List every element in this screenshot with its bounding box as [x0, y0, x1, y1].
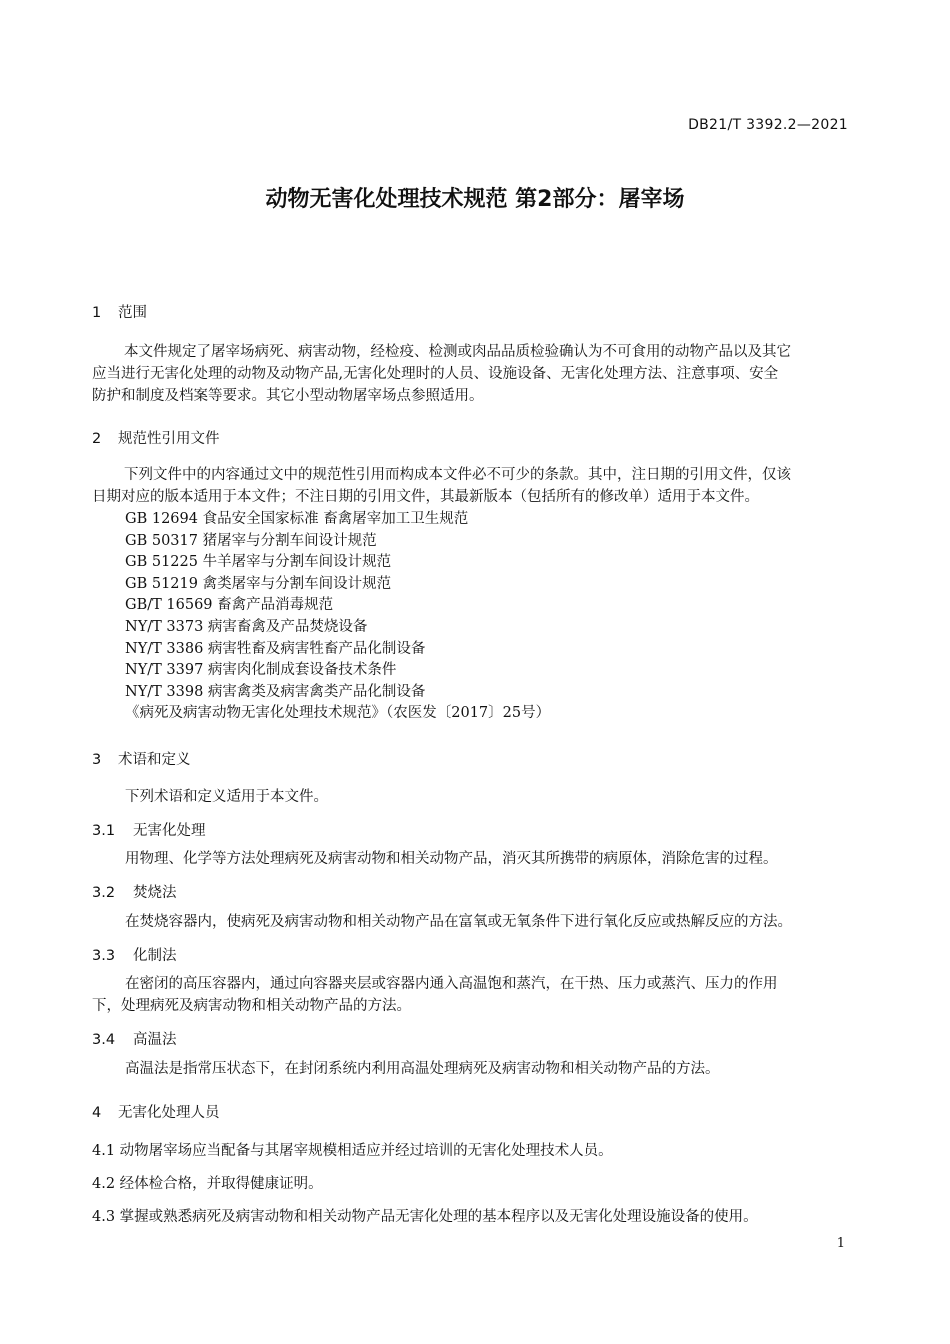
document-number: DB21/T 3392.2—2021	[688, 117, 848, 133]
section-4-item: 4.1 动物屠宰场应当配备与其屠宰规模相适应并经过培训的无害化处理技术人员。	[92, 1143, 613, 1159]
reference-item: NY/T 3373 病害畜禽及产品焚烧设备	[125, 618, 368, 635]
term-number: 3.2	[92, 885, 116, 901]
section-1-paragraph	[92, 341, 791, 407]
section-number: 3	[92, 752, 102, 768]
term-title: 化制法	[133, 948, 177, 964]
reference-item: 《病死及病害动物无害化处理技术规范》（农医发〔2017〕25号）	[125, 705, 551, 722]
term-3-1-definition	[125, 848, 778, 870]
para-line: 在焚烧容器内，使病死及病害动物和相关动物产品在富氧或无氧条件下进行氧化反应或热解反应的方法。	[125, 914, 792, 930]
term-3-3-definition	[92, 973, 778, 1017]
reference-item: GB/T 16569 畜禽产品消毒规范	[125, 597, 334, 614]
term-3-4-definition	[125, 1058, 720, 1080]
para-line: 高温法是指常压状态下，在封闭系统内利用高温处理病死及病害动物和相关动物产品的方法。	[125, 1061, 720, 1077]
para-line: 下，处理病死及病害动物和相关动物产品的方法。	[92, 998, 411, 1014]
section-number: 4	[92, 1105, 102, 1121]
section-2-paragraph	[92, 464, 791, 508]
para-line: 防护和制度及档案等要求。其它小型动物屠宰场点参照适用。	[92, 388, 484, 404]
page-number: 1	[836, 1236, 845, 1251]
term-3-1-heading	[92, 819, 206, 840]
term-title: 无害化处理	[133, 823, 206, 839]
term-3-4-heading	[92, 1028, 177, 1049]
reference-item: NY/T 3386 病害牲畜及病害牲畜产品化制设备	[125, 640, 426, 657]
reference-list	[125, 509, 550, 725]
reference-item: GB 51219 禽类屠宰与分割车间设计规范	[125, 575, 392, 592]
reference-item: NY/T 3397 病害肉化制成套设备技术条件	[125, 662, 397, 679]
section-4-heading	[92, 1101, 220, 1122]
para-line: 应当进行无害化处理的动物及动物产品,无害化处理时的人员、设施设备、无害化处理方法、注意事项、安全	[92, 366, 779, 382]
reference-item: GB 50317 猪屠宰与分割车间设计规范	[125, 532, 377, 549]
term-3-2-heading	[92, 881, 177, 902]
para-line: 用物理、化学等方法处理病死及病害动物和相关动物产品，消灭其所携带的病原体，消除危害的过程。	[125, 851, 778, 867]
section-4-item: 4.3 掌握或熟悉病死及病害动物和相关动物产品无害化处理的基本程序以及无害化处理设施设备的使用。	[92, 1209, 758, 1225]
term-3-2-definition	[125, 911, 792, 933]
reference-item: GB 12694 食品安全国家标准 畜禽屠宰加工卫生规范	[125, 511, 469, 527]
term-number: 3.3	[92, 948, 116, 964]
section-1-heading	[92, 301, 147, 322]
term-title: 高温法	[133, 1032, 177, 1048]
para-line: 在密闭的高压容器内，通过向容器夹层或容器内通入高温饱和蒸汽，在干热、压力或蒸汽、压力的作用	[125, 976, 778, 992]
para-line: 本文件规定了屠宰场病死、病害动物，经检疫、检测或肉品品质检验确认为不可食用的动物产品以及其它	[124, 344, 791, 360]
term-title: 焚烧法	[133, 885, 177, 901]
section-title: 无害化处理人员	[118, 1105, 220, 1121]
term-number: 3.4	[92, 1032, 116, 1048]
section-number: 1	[92, 305, 102, 321]
section-3-intro: 下列术语和定义适用于本文件。	[125, 789, 328, 805]
para-line: 下列文件中的内容通过文中的规范性引用而构成本文件必不可少的条款。其中，注日期的引用文件，仅该	[124, 467, 791, 483]
section-4-item: 4.2 经体检合格，并取得健康证明。	[92, 1176, 323, 1192]
section-number: 2	[92, 431, 102, 447]
reference-item: GB 51225 牛羊屠宰与分割车间设计规范	[125, 554, 392, 571]
section-title: 规范性引用文件	[118, 431, 220, 447]
section-title: 术语和定义	[118, 752, 191, 768]
page-title: 动物无害化处理技术规范 第2部分：屠宰场	[265, 187, 685, 212]
term-3-3-heading	[92, 944, 177, 965]
section-3-heading	[92, 748, 191, 769]
reference-item: NY/T 3398 病害禽类及病害禽类产品化制设备	[125, 683, 426, 700]
para-line: 日期对应的版本适用于本文件；不注日期的引用文件，其最新版本（包括所有的修改单）适用于本文件。	[92, 489, 759, 505]
section-title: 范围	[118, 305, 147, 321]
term-number: 3.1	[92, 823, 116, 839]
section-2-heading	[92, 427, 220, 448]
